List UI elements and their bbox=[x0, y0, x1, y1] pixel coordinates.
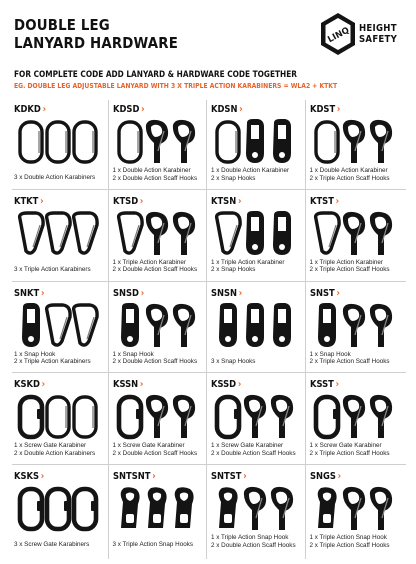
hardware-cell-snsd bbox=[111, 284, 209, 375]
hardware-code-label: KTKT bbox=[14, 195, 39, 207]
hardware-illustration bbox=[113, 392, 207, 442]
hardware-description bbox=[14, 266, 91, 274]
screw-gate-karabiner-icon bbox=[74, 489, 96, 529]
hardware-illustration bbox=[14, 301, 108, 351]
chevron-right-icon: › bbox=[335, 195, 339, 207]
chevron-right-icon: › bbox=[336, 104, 340, 115]
snap-hook-icon bbox=[273, 303, 291, 347]
hardware-illustration bbox=[211, 209, 305, 259]
triple-action-snap-hook-icon bbox=[219, 487, 238, 528]
row-divider bbox=[12, 464, 406, 465]
hardware-description bbox=[113, 259, 198, 274]
description-line: 2 x Triple Action Scaff Hooks bbox=[309, 358, 390, 366]
hardware-illustration bbox=[113, 301, 207, 351]
scaff-hook-icon bbox=[342, 303, 364, 346]
triple-action-karabiner-icon bbox=[20, 213, 43, 253]
triple-action-karabiner-icon bbox=[315, 213, 338, 253]
hardware-cell-snst bbox=[308, 284, 406, 375]
hardware-cell-sngs bbox=[308, 467, 406, 558]
description-line: 1 x Screw Gate Karabiner bbox=[309, 442, 382, 450]
hardware-description bbox=[211, 358, 255, 366]
description-line: 2 x Triple Action Scaff Hooks bbox=[309, 541, 390, 549]
hardware-code-label: KSKD bbox=[14, 379, 40, 391]
hardware-illustration bbox=[310, 209, 404, 259]
description-line: 3 x Double Action Karabiners bbox=[14, 174, 96, 181]
hardware-illustration bbox=[211, 117, 305, 167]
logo-line-1: HEIGHT bbox=[359, 23, 397, 34]
description-line: 2 x Double Action Scaff Hooks bbox=[112, 449, 198, 457]
page-title-line-2: LANYARD HARDWARE bbox=[14, 34, 178, 52]
triple-action-snap-hook-icon bbox=[120, 487, 139, 528]
description-line: 2 x Triple Action Karabiners bbox=[14, 358, 91, 366]
scaff-hook-icon bbox=[342, 487, 364, 530]
description-line: 1 x Snap Hook bbox=[309, 350, 351, 358]
description-line: 3 x Screw Gate Karabiners bbox=[14, 541, 90, 549]
hardware-description bbox=[113, 167, 198, 182]
triple-action-karabiner-icon bbox=[217, 213, 240, 253]
scaff-hook-icon bbox=[369, 212, 391, 255]
hardware-code bbox=[113, 196, 143, 207]
hardware-code-label: KDSN bbox=[211, 104, 238, 115]
hardware-illustration bbox=[211, 484, 305, 534]
chevron-right-icon: › bbox=[237, 195, 242, 207]
scaff-hook-icon bbox=[369, 487, 391, 530]
description-line: 3 x Snap Hooks bbox=[211, 357, 256, 365]
hardware-description bbox=[113, 351, 198, 366]
instruction-header: FOR COMPLETE CODE ADD LANYARD & HARDWARE CODE TOGETHER bbox=[14, 70, 297, 80]
hardware-cell-kdkd bbox=[12, 100, 110, 191]
screw-gate-karabiner-icon bbox=[119, 397, 141, 437]
hardware-cell-snsn bbox=[209, 284, 307, 375]
hardware-code bbox=[113, 471, 156, 482]
hardware-illustration bbox=[211, 301, 305, 351]
screw-gate-karabiner-icon bbox=[217, 397, 239, 437]
chevron-right-icon: › bbox=[139, 379, 143, 391]
hardware-code-label: SNKT bbox=[14, 287, 40, 299]
hardware-illustration bbox=[14, 209, 108, 259]
description-line: 1 x Screw Gate Karabiner bbox=[112, 442, 185, 450]
logo-line-2: SAFETY bbox=[359, 34, 398, 45]
description-line: 2 x Double Action Karabiners bbox=[14, 449, 96, 457]
scaff-hook-icon bbox=[244, 395, 266, 438]
hardware-description bbox=[14, 351, 91, 366]
chevron-right-icon: › bbox=[335, 379, 339, 391]
scaff-hook-icon bbox=[172, 120, 194, 163]
hardware-description bbox=[14, 442, 95, 457]
hardware-code-label: KDKD bbox=[14, 104, 41, 115]
hardware-code bbox=[14, 471, 44, 482]
hardware-illustration bbox=[113, 484, 207, 534]
scaff-hook-icon bbox=[172, 395, 194, 438]
hardware-code bbox=[211, 288, 242, 299]
hardware-cell-kskd bbox=[12, 375, 110, 466]
description-line: 1 x Triple Action Karabiner bbox=[112, 258, 187, 266]
scaff-hook-icon bbox=[172, 212, 194, 255]
double-action-karabiner-icon bbox=[74, 122, 96, 162]
triple-action-snap-hook-icon bbox=[147, 487, 166, 528]
scaff-hook-icon bbox=[342, 120, 364, 163]
snap-hook-icon bbox=[318, 303, 336, 347]
hardware-illustration bbox=[14, 392, 108, 442]
chevron-right-icon: › bbox=[40, 287, 45, 299]
hardware-code-label: KTST bbox=[309, 195, 334, 207]
hardware-illustration bbox=[310, 484, 404, 534]
hardware-cell-ktkt bbox=[12, 192, 110, 283]
scaff-hook-icon bbox=[145, 303, 167, 346]
hardware-cell-ktst bbox=[308, 192, 406, 283]
triple-action-snap-hook-icon bbox=[317, 487, 336, 528]
description-line: 1 x Triple Action Karabiner bbox=[211, 258, 285, 266]
hardware-code-label: KDST bbox=[309, 104, 335, 115]
description-line: 1 x Double Action Karabiner bbox=[211, 167, 290, 174]
description-line: 1 x Double Action Karabiner bbox=[309, 167, 388, 174]
hardware-description bbox=[211, 259, 285, 274]
snap-hook-icon bbox=[219, 303, 237, 347]
double-action-karabiner-icon bbox=[74, 397, 96, 437]
chevron-right-icon: › bbox=[140, 287, 144, 299]
snap-hook-icon bbox=[273, 119, 291, 163]
description-line: 2 x Snap Hooks bbox=[211, 174, 256, 182]
description-line: 1 x Triple Action Karabiner bbox=[309, 258, 384, 266]
triple-action-karabiner-icon bbox=[47, 213, 70, 253]
chevron-right-icon: › bbox=[140, 104, 145, 115]
row-divider bbox=[12, 189, 406, 190]
description-line: 1 x Snap Hook bbox=[14, 350, 56, 358]
double-action-karabiner-icon bbox=[20, 122, 42, 162]
double-action-karabiner-icon bbox=[316, 122, 338, 162]
triple-action-karabiner-icon bbox=[74, 213, 97, 253]
scaff-hook-icon bbox=[145, 120, 167, 163]
snap-hook-icon bbox=[22, 303, 40, 347]
scaff-hook-icon bbox=[244, 487, 266, 530]
hardware-code bbox=[113, 104, 145, 115]
description-line: 2 x Double Action Scaff Hooks bbox=[112, 174, 198, 182]
hardware-description bbox=[113, 442, 198, 457]
hardware-illustration bbox=[310, 117, 404, 167]
scaff-hook-icon bbox=[172, 303, 194, 346]
hardware-code-label: KSSD bbox=[211, 379, 237, 391]
snap-hook-icon bbox=[121, 303, 139, 347]
row-divider bbox=[12, 281, 406, 282]
scaff-hook-icon bbox=[271, 487, 293, 530]
hardware-code bbox=[211, 104, 243, 115]
hardware-code bbox=[310, 288, 340, 299]
hardware-cell-kssn bbox=[111, 375, 209, 466]
hardware-illustration bbox=[113, 117, 207, 167]
hardware-code bbox=[310, 379, 339, 390]
hardware-code-label: KTSN bbox=[211, 195, 237, 207]
hardware-code bbox=[310, 196, 339, 207]
screw-gate-karabiner-icon bbox=[316, 397, 338, 437]
chevron-right-icon: › bbox=[239, 104, 243, 115]
hardware-description bbox=[310, 259, 390, 274]
chevron-right-icon: › bbox=[337, 471, 341, 483]
hardware-code bbox=[211, 196, 241, 207]
chevron-right-icon: › bbox=[139, 195, 143, 207]
chevron-right-icon: › bbox=[40, 471, 45, 483]
chevron-right-icon: › bbox=[238, 287, 243, 299]
description-line: 2 x Double Action Scaff Hooks bbox=[211, 449, 296, 457]
hardware-description bbox=[211, 167, 289, 182]
scaff-hook-icon bbox=[145, 395, 167, 438]
description-line: 2 x Snap Hooks bbox=[211, 266, 256, 274]
hardware-illustration bbox=[310, 392, 404, 442]
hardware-code bbox=[310, 471, 341, 482]
double-action-karabiner-icon bbox=[217, 122, 239, 162]
logo-wordmark bbox=[359, 23, 397, 45]
snap-hook-icon bbox=[246, 303, 264, 347]
page-title-line-1: DOUBLE LEG bbox=[14, 16, 110, 34]
snap-hook-icon bbox=[273, 211, 291, 255]
scaff-hook-icon bbox=[369, 395, 391, 438]
hardware-code-label: SNST bbox=[309, 287, 335, 299]
hardware-cell-ktsd bbox=[111, 192, 209, 283]
hardware-code bbox=[14, 104, 46, 115]
description-line: 2 x Double Action Scaff Hooks bbox=[211, 541, 296, 549]
hardware-code-label: KTSD bbox=[112, 195, 138, 207]
description-line: 1 x Triple Action Snap Hook bbox=[211, 534, 289, 542]
screw-gate-karabiner-icon bbox=[47, 489, 69, 529]
hardware-description bbox=[310, 351, 390, 366]
chevron-right-icon: › bbox=[151, 471, 156, 483]
hardware-code bbox=[14, 379, 45, 390]
screw-gate-karabiner-icon bbox=[20, 397, 42, 437]
hardware-code bbox=[113, 288, 144, 299]
description-line: 3 x Triple Action Snap Hooks bbox=[112, 541, 194, 549]
hardware-description bbox=[113, 541, 194, 549]
hardware-cell-kssd bbox=[209, 375, 307, 466]
hardware-code bbox=[310, 104, 340, 115]
hardware-code bbox=[14, 196, 44, 207]
chevron-right-icon: › bbox=[42, 104, 47, 115]
hardware-code bbox=[14, 288, 44, 299]
triple-action-snap-hook-icon bbox=[174, 487, 193, 528]
hardware-cell-kdsd bbox=[111, 100, 209, 191]
hardware-code-label: KSKS bbox=[14, 471, 40, 483]
hardware-illustration bbox=[211, 392, 305, 442]
scaff-hook-icon bbox=[369, 303, 391, 346]
chevron-right-icon: › bbox=[336, 287, 340, 299]
hardware-code-label: SNTSNT bbox=[112, 471, 150, 483]
snap-hook-icon bbox=[246, 119, 264, 163]
hardware-code bbox=[211, 379, 241, 390]
instruction-example: EG. DOUBLE LEG ADJUSTABLE LANYARD WITH 3 X TRIPLE ACTION KARABINERS = WLA2 + KTKT bbox=[14, 81, 338, 90]
hardware-code bbox=[113, 379, 143, 390]
chevron-right-icon: › bbox=[237, 379, 242, 391]
hardware-grid bbox=[12, 100, 406, 559]
column-divider bbox=[206, 100, 207, 559]
hardware-illustration bbox=[14, 484, 108, 534]
hardware-cell-snkt bbox=[12, 284, 110, 375]
triple-action-karabiner-icon bbox=[118, 213, 141, 253]
scaff-hook-icon bbox=[342, 395, 364, 438]
chevron-right-icon: › bbox=[243, 471, 247, 483]
hardware-illustration bbox=[113, 209, 207, 259]
description-line: 2 x Double Action Scaff Hooks bbox=[112, 266, 198, 274]
column-divider bbox=[305, 100, 306, 559]
hardware-cell-ksks bbox=[12, 467, 110, 558]
column-divider bbox=[108, 100, 109, 559]
double-action-karabiner-icon bbox=[119, 122, 141, 162]
description-line: 2 x Triple Action Scaff Hooks bbox=[309, 449, 390, 457]
scaff-hook-icon bbox=[271, 395, 293, 438]
hardware-code-label: KDSD bbox=[112, 104, 139, 115]
scaff-hook-icon bbox=[369, 120, 391, 163]
description-line: 2 x Triple Action Scaff Hooks bbox=[309, 174, 390, 182]
triple-action-karabiner-icon bbox=[47, 305, 70, 345]
hardware-code-label: SNSD bbox=[112, 287, 139, 299]
hardware-description bbox=[310, 534, 390, 549]
chevron-right-icon: › bbox=[40, 195, 44, 207]
hardware-description bbox=[14, 541, 89, 549]
hardware-description bbox=[310, 167, 390, 182]
double-action-karabiner-icon bbox=[47, 397, 69, 437]
description-line: 2 x Double Action Scaff Hooks bbox=[112, 358, 198, 366]
hardware-code-label: KSST bbox=[309, 379, 334, 391]
hardware-code-label: SNTST bbox=[211, 471, 242, 483]
hardware-code-label: KSSN bbox=[112, 379, 138, 391]
logo-mark-text: LINQ bbox=[326, 25, 352, 46]
hardware-code-label: SNSN bbox=[211, 287, 238, 299]
description-line: 1 x Screw Gate Karabiner bbox=[211, 442, 284, 450]
hardware-cell-ktsn bbox=[209, 192, 307, 283]
description-line: 2 x Triple Action Scaff Hooks bbox=[309, 266, 390, 274]
page-title bbox=[14, 16, 178, 52]
description-line: 1 x Snap Hook bbox=[112, 350, 154, 358]
brand-logo bbox=[319, 12, 407, 56]
hardware-cell-kdsn bbox=[209, 100, 307, 191]
hardware-description bbox=[14, 174, 95, 182]
snap-hook-icon bbox=[246, 211, 264, 255]
description-line: 1 x Triple Action Snap Hook bbox=[309, 534, 387, 542]
scaff-hook-icon bbox=[145, 212, 167, 255]
hardware-cell-sntsnt bbox=[111, 467, 209, 558]
double-action-karabiner-icon bbox=[47, 122, 69, 162]
chevron-right-icon: › bbox=[41, 379, 46, 391]
hardware-cell-sntst bbox=[209, 467, 307, 558]
hardware-code bbox=[211, 471, 247, 482]
hardware-cell-ksst bbox=[308, 375, 406, 466]
screw-gate-karabiner-icon bbox=[20, 489, 42, 529]
hardware-cell-kdst bbox=[308, 100, 406, 191]
row-divider bbox=[12, 372, 406, 373]
hardware-description bbox=[310, 442, 390, 457]
scaff-hook-icon bbox=[342, 212, 364, 255]
description-line: 3 x Triple Action Karabiners bbox=[14, 265, 91, 273]
hardware-code-label: SNGS bbox=[309, 471, 336, 483]
hardware-description bbox=[211, 534, 296, 549]
hardware-illustration bbox=[14, 117, 108, 167]
linq-logo-icon bbox=[319, 12, 357, 56]
description-line: 1 x Screw Gate Karabiner bbox=[14, 442, 87, 450]
triple-action-karabiner-icon bbox=[74, 305, 97, 345]
description-line: 1 x Double Action Karabiner bbox=[112, 167, 191, 174]
hardware-illustration bbox=[310, 301, 404, 351]
hardware-description bbox=[211, 442, 296, 457]
